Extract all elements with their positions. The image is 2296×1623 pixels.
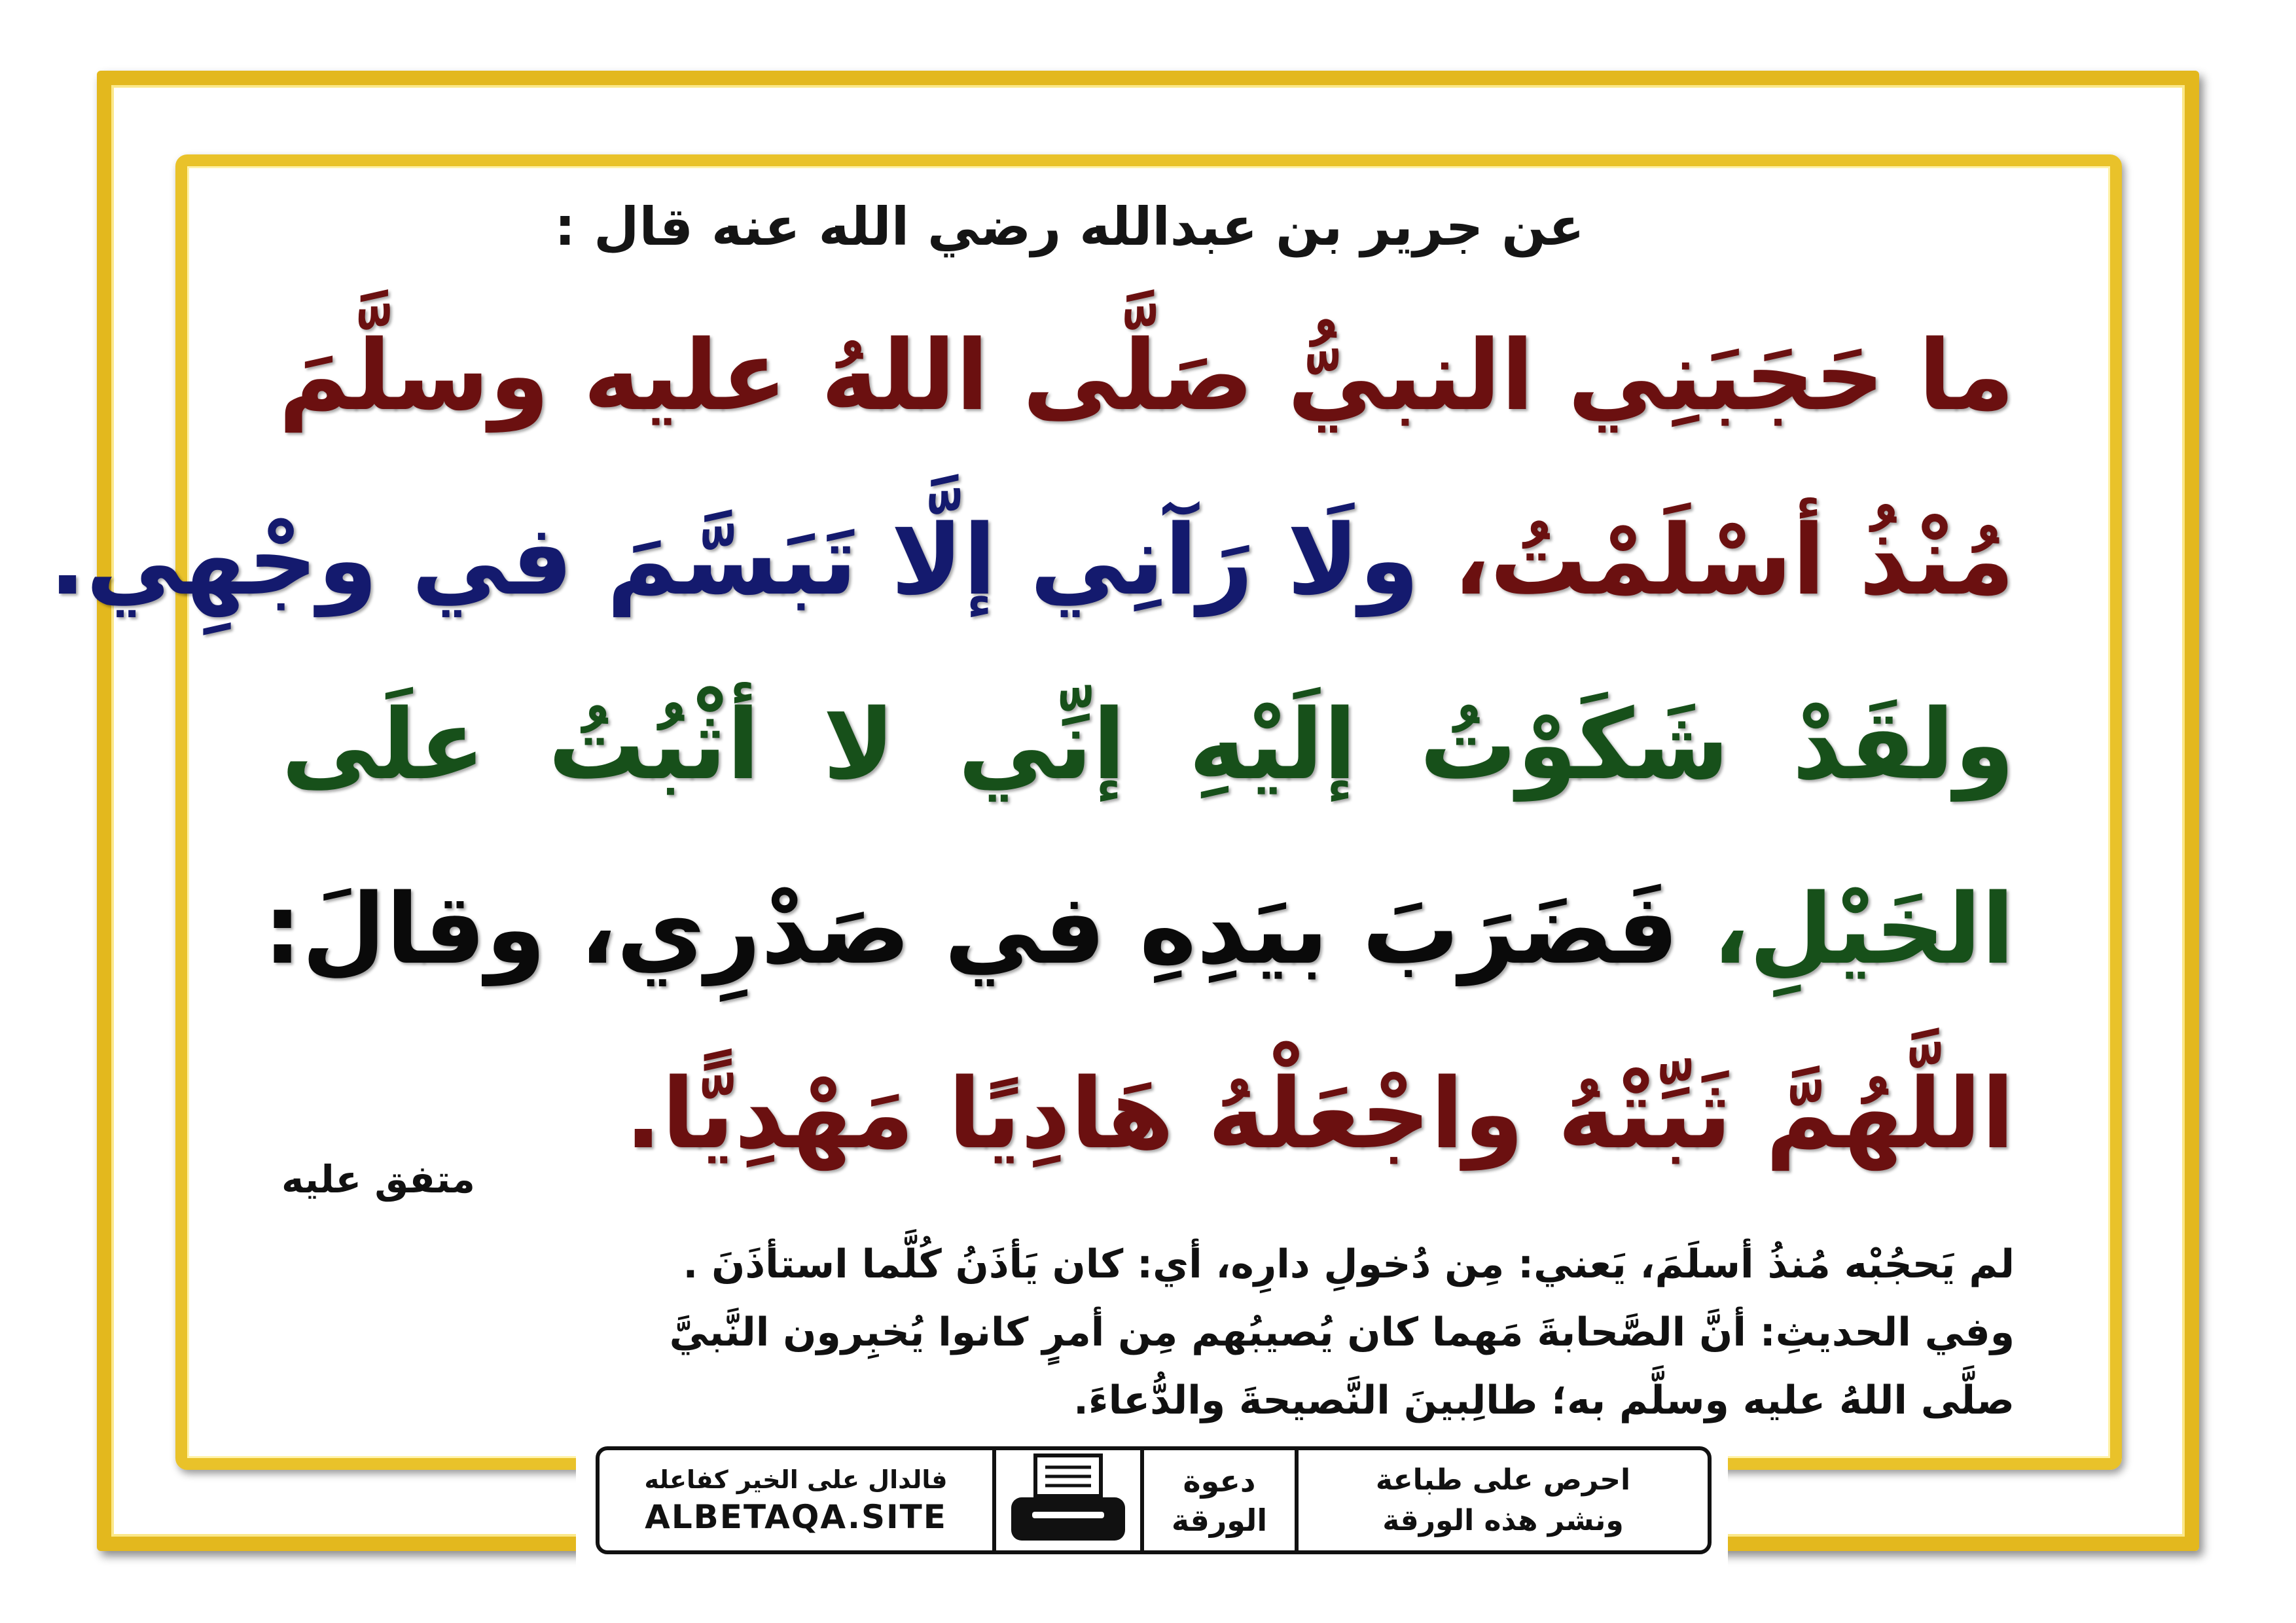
note-line-2: ونشر هذه الورقة [1382,1503,1624,1537]
hadith-line-2 [48,468,2015,652]
commentary-line-2: وفي الحديثِ: أنَّ الصَّحابةَ مَهما كان يُصيبُهم مِن أمرٍ كانوا يُخبِرون النَّبيَّ [669,1310,2015,1355]
hadith-source: متفق عليه [281,1157,475,1202]
commentary-line-3: صلَّى اللهُ عليه وسلَّم به؛ طالِبينَ النَّصيحةَ والدُّعاءَ. [1073,1378,2015,1423]
logo-line-1: دعوة [1183,1463,1256,1499]
footer-banner [596,1446,1712,1554]
printer-icon [996,1450,1144,1550]
commentary [281,1230,2015,1435]
footer-print-note [1299,1450,1708,1550]
footer-slogan: فالدال على الخير كفاعله [644,1465,948,1494]
narrator-line: عن جرير بن عبدالله رضي الله عنه قال : [554,196,1585,257]
hadith-line-5 [281,1022,2015,1206]
hadith-line-2-red: مُنْذُ أسْلَمْتُ، [1453,504,2015,616]
hadith-line-1: ما حَجَبَنِي النبيُّ صَلَّى اللهُ عليه وسلَّمَ [278,319,2015,432]
footer-site-box [600,1450,996,1550]
commentary-line-1: لم يَحجُبْه مُنذُ أسلَمَ، يَعني: مِن دُخولِ دارِه، أي: كان يَأذَنُ كُلَّما استأذَنَ . [683,1241,2015,1287]
dawa-logo [1144,1450,1299,1550]
hadith-line-4-black: فَضَرَبَ بيَدِهِ في صَدْرِي، وقالَ: [262,873,1679,986]
hadith-line-5-text: اللَّهُمَّ ثَبِّتْهُ واجْعَلْهُ هَادِيًا مَهْدِيًّا. [624,1058,2015,1170]
note-line-1: احرص على طباعة [1375,1463,1631,1497]
hadith-line-3: ولقَدْ شَكَوْتُ إلَيْهِ إنِّي لا أثْبُتُ علَى [281,688,2015,801]
hadith-line-4-green: الخَيْلِ، [1712,873,2015,986]
printer-icon-svg [1006,1452,1130,1550]
hadith-line-4 [262,837,2015,1022]
logo-line-2: الورقة [1171,1502,1268,1538]
hadith-content [48,196,2015,1206]
footer-site-link[interactable]: ALBETAQA.SITE [645,1497,947,1536]
hadith-line-2-blue: ولَا رَآنِي إلَّا تَبَسَّمَ في وجْهِي. [48,504,1420,616]
